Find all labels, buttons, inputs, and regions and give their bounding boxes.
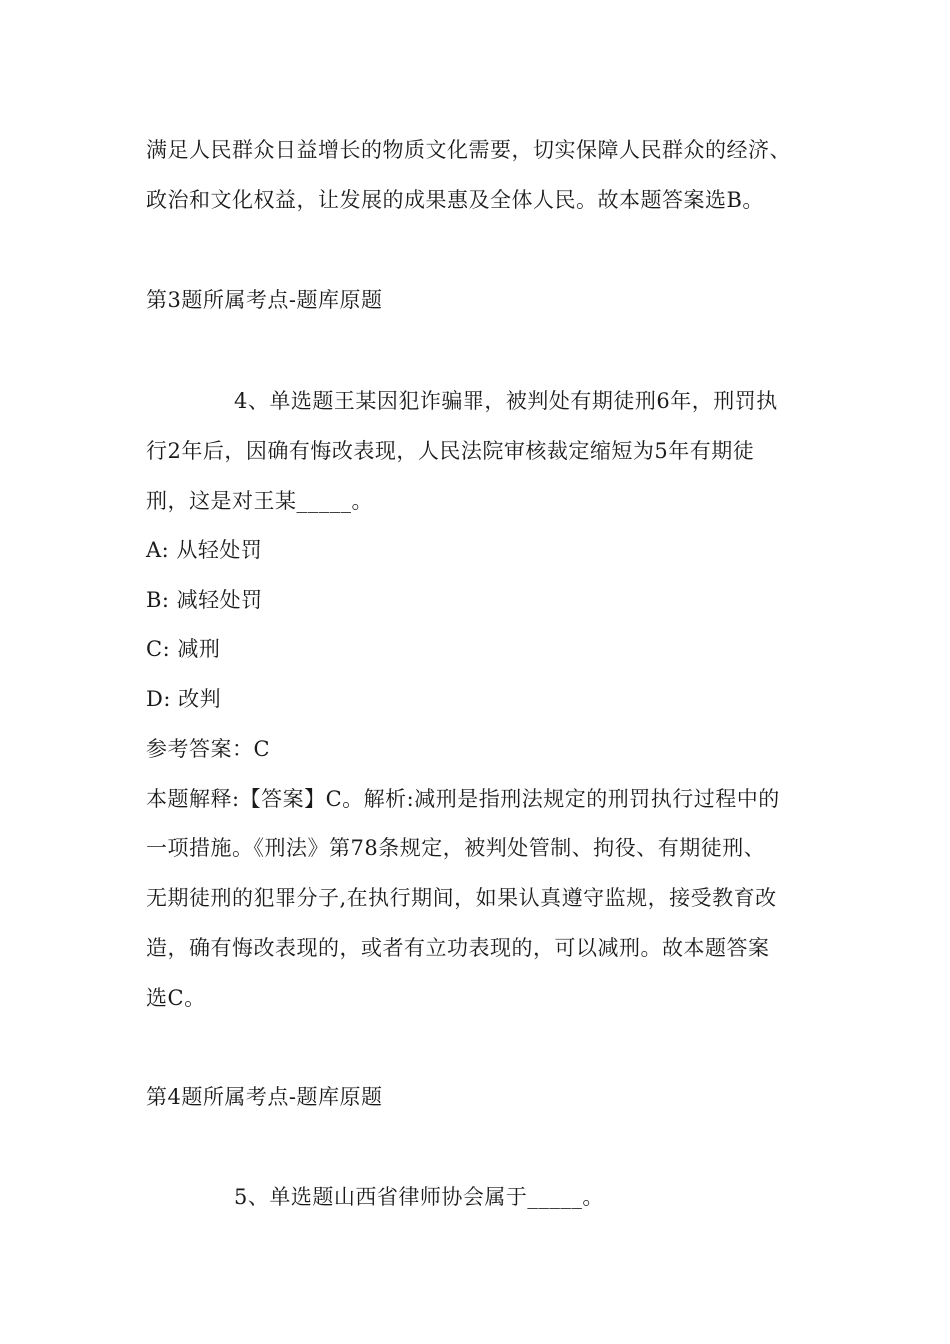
reference-answer: 参考答案：C (146, 737, 271, 761)
previous-explanation-line-1: 满足人民群众日益增长的物质文化需要，切实保障人民群众的经济、 (146, 138, 791, 162)
option-a: A: 从轻处罚 (146, 538, 263, 562)
question-4-stem-line-1: 4、单选题王某因犯诈骗罪，被判处有期徒刑6年，刑罚执 (234, 389, 778, 413)
question-4-stem-line-2: 行2年后，因确有悔改表现，人民法院审核裁定缩短为5年有期徒 (146, 439, 755, 463)
option-b: B: 减轻处罚 (146, 588, 263, 612)
question-5-stem-line-1: 5、单选题山西省律师协会属于_____。 (234, 1185, 604, 1209)
previous-explanation-line-2: 政治和文化权益，让发展的成果惠及全体人民。故本题答案选B。 (146, 188, 764, 212)
explanation-line-4: 造，确有悔改表现的，或者有立功表现的，可以减刑。故本题答案 (146, 936, 770, 960)
option-d: D: 改判 (146, 687, 222, 711)
option-c: C: 减刑 (146, 637, 221, 661)
explanation-line-5: 选C。 (146, 986, 206, 1010)
explanation-line-2: 一项措施。《刑法》第78条规定，被判处管制、拘役、有期徒刑、 (146, 836, 766, 860)
question-4-stem-line-3: 刑，这是对王某_____。 (146, 489, 373, 513)
explanation-line-3: 无期徒刑的犯罪分子,在执行期间，如果认真遵守监规，接受教育改 (146, 886, 777, 910)
question-3-knowledge-point: 第3题所属考点-题库原题 (146, 288, 383, 312)
question-4-knowledge-point: 第4题所属考点-题库原题 (146, 1085, 383, 1109)
explanation-line-1: 本题解释:【答案】C。解析:减刑是指刑法规定的刑罚执行过程中的 (146, 787, 780, 811)
